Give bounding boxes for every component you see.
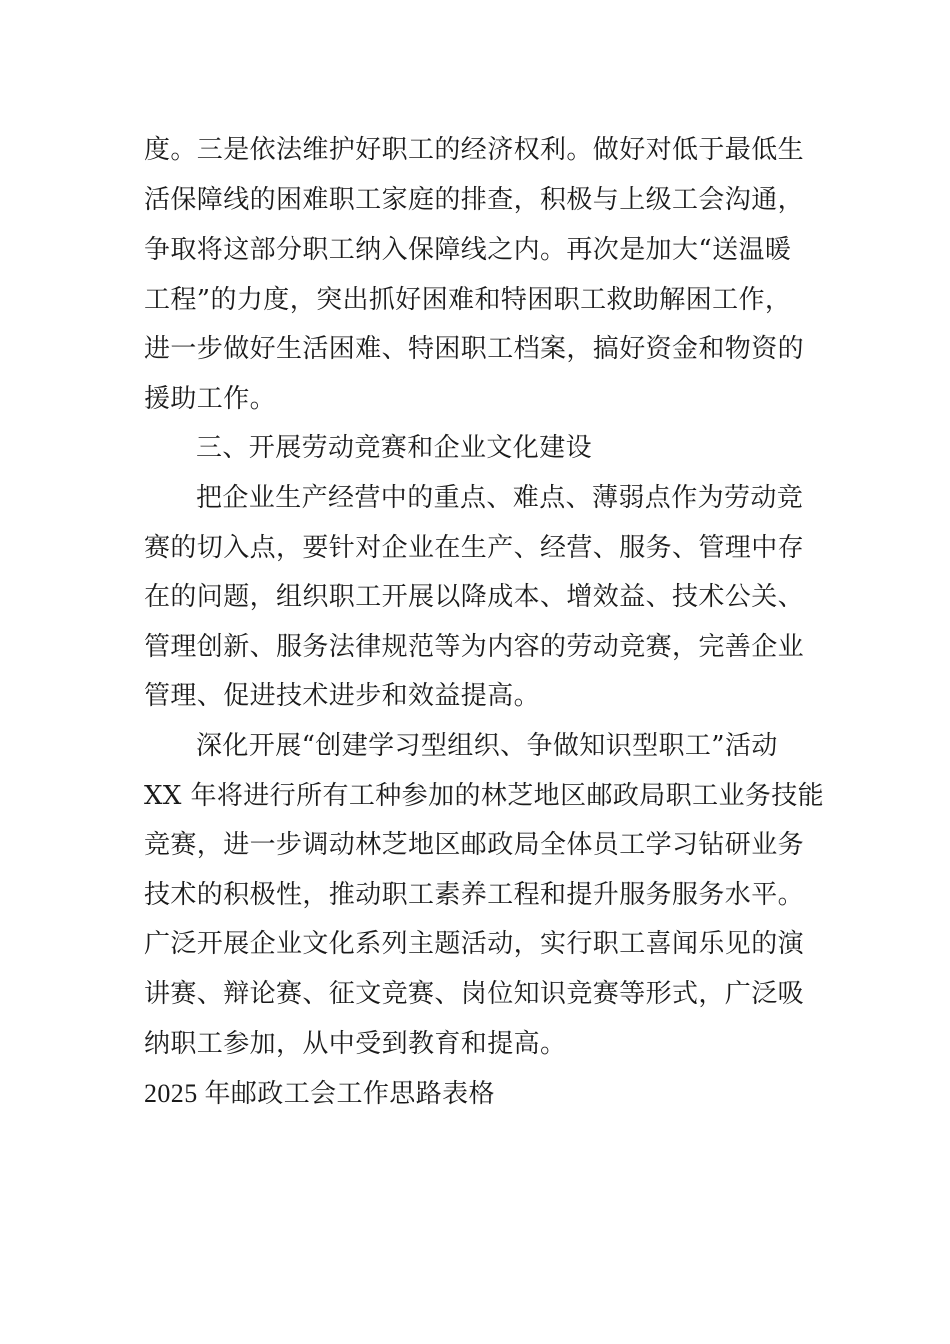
- paragraph-2-line-4: 管理创新、服务法律规范等为内容的劳动竞赛，完善企业: [144, 632, 805, 662]
- paragraph-2-line-1: 把企业生产经营中的重点、难点、薄弱点作为劳动竞: [196, 483, 804, 513]
- paragraph-1-line-2: 活保障线的困难职工家庭的排查，积极与上级工会沟通，: [144, 185, 805, 215]
- paragraph-1-line-1: 度。三是依法维护好职工的经济权利。做好对低于最低生: [144, 135, 805, 165]
- paragraph-3-line-1: 深化开展“创建学习型组织、争做知识型职工”活动: [196, 731, 778, 761]
- paragraph-2-line-3: 在的问题，组织职工开展以降成本、增效益、技术公关、: [144, 582, 805, 612]
- section-heading-3: 三、开展劳动竞赛和企业文化建设: [196, 433, 593, 463]
- paragraph-3-line-4: 技术的积极性，推动职工素养工程和提升服务服务水平。: [144, 880, 805, 910]
- document-title-footer: 2025 年邮政工会工作思路表格: [144, 1079, 495, 1108]
- paragraph-1-line-6: 援助工作。: [144, 384, 277, 414]
- paragraph-2-line-2: 赛的切入点，要针对企业在生产、经营、服务、管理中存: [144, 533, 805, 563]
- paragraph-3-line-2: XX 年将进行所有工种参加的林芝地区邮政局职工业务技能: [144, 781, 825, 811]
- paragraph-2-line-5: 管理、促进技术进步和效益提高。: [144, 681, 541, 711]
- paragraph-3-line-3: 竞赛，进一步调动林芝地区邮政局全体员工学习钻研业务: [144, 830, 805, 860]
- paragraph-3-line-7: 纳职工参加，从中受到教育和提高。: [144, 1029, 567, 1059]
- paragraph-1-line-4: 工程”的力度，突出抓好困难和特困职工救助解困工作，: [144, 285, 792, 315]
- paragraph-1-line-3: 争取将这部分职工纳入保障线之内。再次是加大“送温暖: [144, 235, 792, 265]
- paragraph-1-line-5: 进一步做好生活困难、特困职工档案，搞好资金和物资的: [144, 334, 805, 364]
- paragraph-3-line-5: 广泛开展企业文化系列主题活动，实行职工喜闻乐见的演: [144, 929, 805, 959]
- paragraph-3-line-6: 讲赛、辩论赛、征文竞赛、岗位知识竞赛等形式，广泛吸: [144, 979, 805, 1009]
